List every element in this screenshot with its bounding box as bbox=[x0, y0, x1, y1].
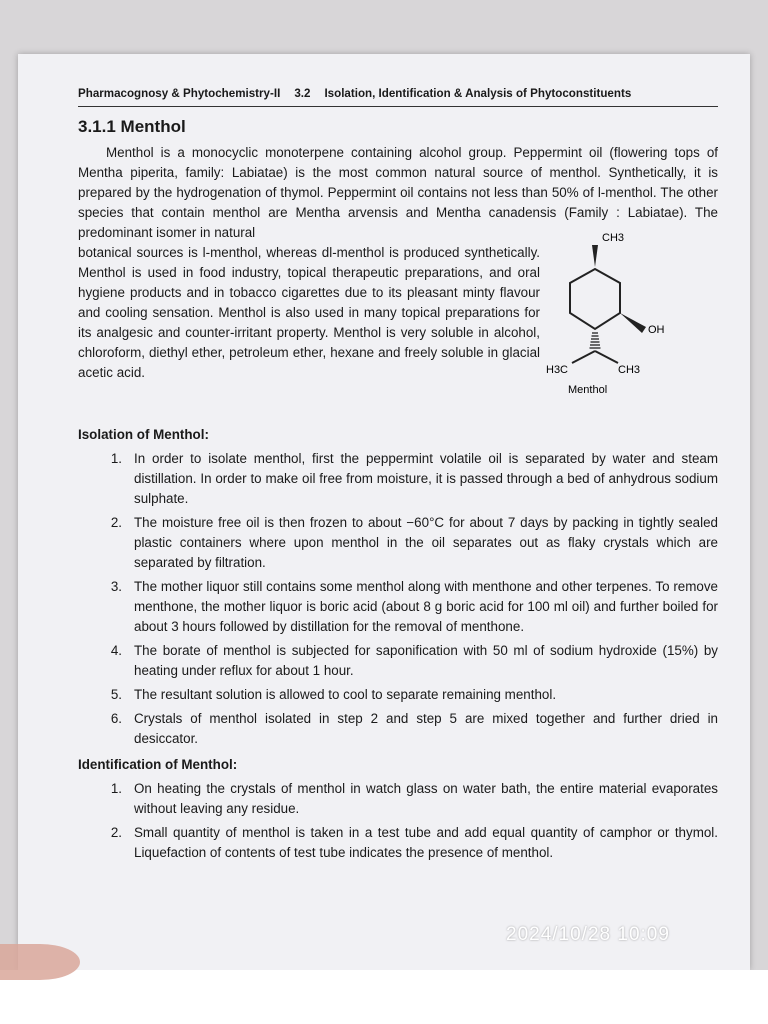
wedge-bond-top bbox=[592, 245, 598, 267]
photo-timestamp: 2024/10/28 10:09 bbox=[506, 924, 670, 945]
background-surface bbox=[0, 970, 768, 1024]
wedge-bond-oh bbox=[620, 313, 646, 333]
intro-paragraph: Menthol is a monocyclic monoterpene containing alcohol group. Peppermint oil (flowering tops of Mentha piperita, family: Labiatae) is the most common natural source of menthol. Synthetically, it is prepared by the hydrogenation of thymol. Peppermint oil contains not less than 50% of l-menthol. The other species that contain menthol are Mentha arvensis and Mentha canadensis (Family : Labiatae). The predominant isomer in natural bbox=[78, 145, 718, 240]
list-item: 4. The borate of menthol is subjected for saponification with 50 ml of sodium hydroxide (15%) by heating under reflux for about 1 hour. bbox=[110, 643, 718, 678]
isolation-heading: Isolation of Menthol: bbox=[78, 427, 209, 442]
menthol-structure-diagram bbox=[546, 232, 718, 413]
list-item: 3. The mother liquor still contains some menthol along with menthone and other terpenes. To remove menthone, the mother liquor is boric acid (about 8 g boric acid for 100 ml oil) and further boiled for about 3 hours followed by distillation for the removal of menthone. bbox=[110, 579, 718, 634]
right-methyl-label: CH3 bbox=[618, 364, 641, 376]
text-with-figure bbox=[78, 232, 718, 419]
list-item: 2. The moisture free oil is then frozen to about −60°C for about 7 days by packing in tightly sealed plastic containers where upon menthol in the oil separates out as flaky crystals which are separated by filtration. bbox=[110, 515, 718, 570]
list-item: 2. Small quantity of menthol is taken in a test tube and add equal quantity of camphor or thymol. Liquefaction of contents of test tube indicates the presence of menthol. bbox=[110, 825, 718, 860]
hydroxyl-label: OH bbox=[648, 324, 665, 336]
left-methyl-label: H3C bbox=[546, 364, 569, 376]
running-header bbox=[78, 84, 718, 107]
page-content bbox=[78, 84, 718, 867]
list-item: 1. On heating the crystals of menthol in watch glass on water bath, the entire material evaporates without leaving any residue. bbox=[110, 781, 718, 816]
list-item: 6. Crystals of menthol isolated in step 2 and step 5 are mixed together and further dried in desiccator. bbox=[110, 711, 718, 746]
list-item: 5. The resultant solution is allowed to cool to separate remaining menthol. bbox=[110, 687, 557, 702]
finger-edge bbox=[0, 944, 80, 980]
chapter-title: Isolation, Identification & Analysis of Phytoconstituents bbox=[324, 87, 632, 100]
page-number: 3.2 bbox=[294, 87, 311, 100]
isolation-steps bbox=[78, 449, 718, 749]
bond-left-methyl bbox=[572, 351, 595, 363]
identification-heading: Identification of Menthol: bbox=[78, 757, 238, 772]
intro-continuation: botanical sources is l-menthol, whereas dl-menthol is produced synthetically. Menthol is used in food industry, topical therapeutic preparations, and oral hygiene products and in tobacco cigarettes due to its pleasant minty flavour and cooling sensation. Menthol is also used in many topical preparations for its analgesic and counter-irritant property. Menthol is very soluble in alcohol, chloroform, diethyl ether, petroleum ether, hexane and freely soluble in glacial acetic acid. bbox=[78, 245, 540, 380]
section-title: 3.1.1 Menthol bbox=[78, 117, 186, 136]
book-title: Pharmacognosy & Phytochemistry-II bbox=[78, 87, 281, 100]
hashed-bond bbox=[590, 333, 601, 348]
menthol-structure-figure bbox=[546, 232, 718, 419]
list-item: 1. In order to isolate menthol, first the peppermint volatile oil is separated by water and steam distillation. In order to make oil free from moisture, it is passed through a bed of anhydrous sodium sulphate. bbox=[110, 451, 718, 506]
cyclohexane-ring bbox=[570, 269, 620, 329]
identification-steps bbox=[78, 779, 718, 863]
top-methyl-label: CH3 bbox=[602, 232, 625, 244]
structure-caption: Menthol bbox=[568, 384, 608, 396]
bond-right-methyl bbox=[595, 351, 618, 363]
